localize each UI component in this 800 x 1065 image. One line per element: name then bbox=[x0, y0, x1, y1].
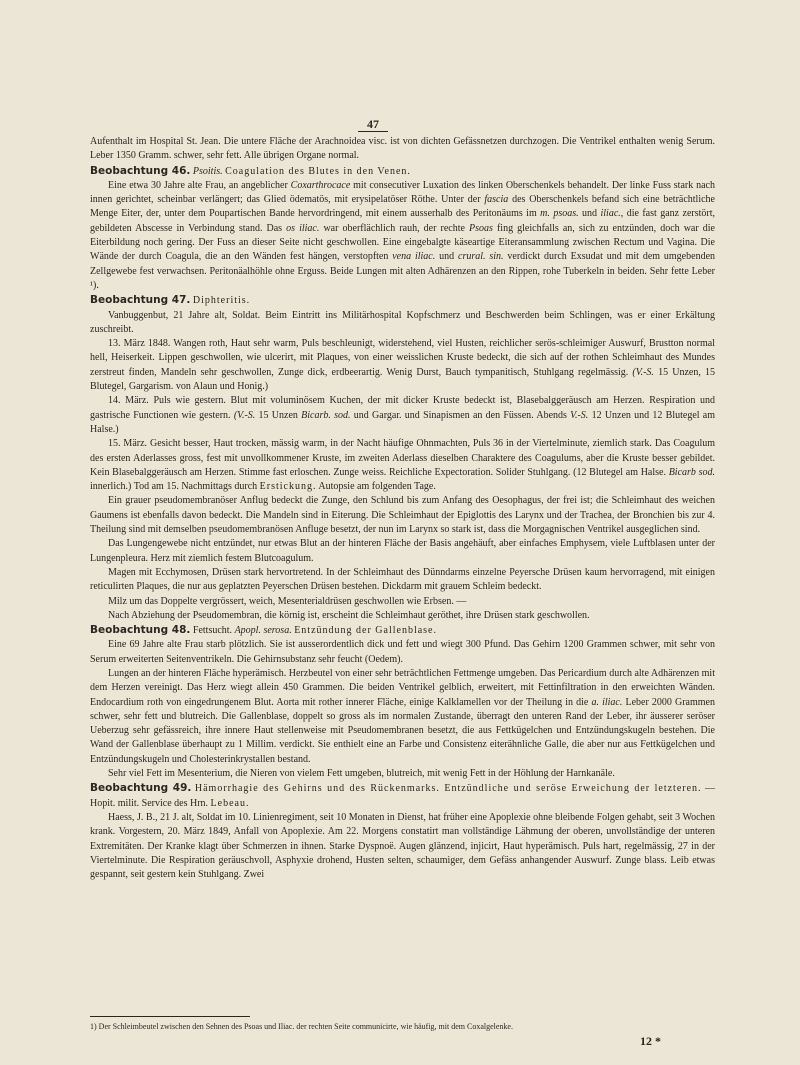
text-run: m. psoas. bbox=[540, 208, 579, 220]
text-run: Eine 69 Jahre alte Frau starb plötzlich. Sie ist ausserordentlich dick und fett und wiegt 300 Pfund. Das Gehirn 1200 Grammen schwer, mit sehr von Serum erweiterten Seitenventrikeln. Die Gehirnsubstanz sehr feucht (Oedem). bbox=[90, 639, 715, 665]
text-run: Aufenthalt im Hospital St. Jean. Die untere Fläche der Arachnoidea visc. ist von dichten Gefässnetzen durchzogen. Die Ventrikel enthalten wenig Serum. Leber 1350 Gramm. schwer, sehr fett. Alle übrigen Organe normal. bbox=[90, 136, 715, 162]
paragraph bbox=[90, 595, 715, 609]
text-run: 15 Unzen bbox=[255, 409, 302, 421]
text-run: Sehr viel Fett im Mesenterium, die Nieren von vielem Fett umgeben, blutreich, mit wenig Fett in der Höhlung der Harnkanäle. bbox=[108, 768, 615, 780]
text-run: Lebeau. bbox=[210, 797, 250, 809]
text-run: Coagulation des Blutes in den Venen. bbox=[225, 165, 411, 177]
text-run: Bicarb. sod. bbox=[301, 409, 351, 421]
text-run: 15 Unzen, 15 Blutegel, Gargarism. von Alaun und Honig.) bbox=[90, 366, 715, 393]
text-run: fing gleichfalls an, sich zu entzünden, doch war die Eiterbildung noch gering. Der Fuss an dieser Seite nicht geschwollen. Eine eingebalgte käseartige Eiteransammlung zwischen Rectum und Vagina. Die Wände der durch Coagula, die an den Wänden fest hängen, verstopften bbox=[90, 222, 715, 263]
body-text bbox=[90, 135, 715, 882]
text-run: Coxarthrocace bbox=[290, 179, 351, 191]
text-run: Leber 2000 Grammen schwer, sehr fett und blutreich. Die Gallenblase, doppelt so gross als im normalen Zustande, überragt den unteren Rand der Leber, ihr äusserer seröser Ueberzug sehr gefässreich, ihre innere Haut stellenweise mit Pseudomembranen besetzt, die aus Fettkügelchen und Entzündungskugeln bestehen. Die Wand der Gallenblase überhaupt zu 1 Millim. verdickt. Sie enthielt eine an Farbe und Consistenz eiterähnliche Galle, die aber nur aus Fettkügelchen und Entzündungskugeln und Cholesterinkrystallen bestand. bbox=[90, 696, 715, 765]
text-run: Psoitis. bbox=[192, 165, 223, 177]
text-run: und bbox=[435, 251, 458, 263]
paragraph bbox=[90, 566, 715, 595]
observation-heading: Beobachtung 47. bbox=[90, 294, 191, 307]
text-run: Autopsie am folgenden Tage. bbox=[316, 481, 436, 493]
text-run: Nach Abziehung der Pseudomembran, die körnig ist, erscheint die Schleimhaut geröthet, ihre Drüsen stark geschwollen. bbox=[108, 609, 590, 621]
text-run: und bbox=[578, 208, 601, 220]
text-run: Magen mit Ecchymosen, Drüsen stark hervortretend. In der Schleimhaut des Dünndarms einzelne Peyersche Drüsen kaum hervorragend, mit einigen reticulirten Plaques, die nur aus geplatzten Peyerschen Drüsen bestehen. Dickdarm mit grauem Schleim bedeckt. bbox=[90, 566, 715, 593]
text-run: Apopl. serosa. bbox=[234, 625, 292, 637]
text-run: Bicarb sod. bbox=[668, 466, 716, 478]
text-run: Ein grauer pseudomembranöser Anflug bedeckt die Zunge, den Schlund bis zum Anfang des Oesophagus, der frei ist; die Schleimhaut des weichen Gaumens ist ebenfalls davon bedeckt. Die Mandeln sind in Eiterung. Die Schleimhaut der Epiglottis des Larynx und der Trachea, der Bronchien bis zur 4. Theilung sind mit demselben pseudomembranösen Anfluge besetzt, der nun im Larynx so stark ist, dass die Morgagnischen Ventrikel ausgeglichen sind. bbox=[90, 495, 715, 536]
paragraph bbox=[90, 811, 715, 882]
text-run: fascia bbox=[484, 194, 509, 206]
text-run: os iliac. bbox=[286, 222, 320, 234]
text-run: 13. März 1848. Wangen roth, Haut sehr warm, Puls beschleunigt, widerstehend, viel Husten, reichlicher serös-schleimiger Auswurf, Brustton normal hell, Heiserkeit. Lippen geschwollen, wie ulcerirt, mit Plaques, von einer weisslichen Kruste bedeckt, die sich auf der rothen Schleimhaut des Mundes zerstreut finden, Mandeln sehr geschwollen, Zunge dick, erdbeerartig. Wenig Durst, Bauch tympanitisch, Stuhlgang regelmässig. bbox=[90, 338, 715, 378]
paragraph bbox=[90, 767, 715, 781]
text-run: Lungen an der hinteren Fläche hyperämisch. Herzbeutel von einer sehr beträchtlichen Fettmenge umgeben. Das Pericardium durch alte Adhärenzen mit dem Herzen vereinigt. Das Herz wiegt allein 450 Grammen. Die beiden Ventrikel gelblich, erweitert, mit Fettinfiltration in den erweichten Wänden. Endocardium roth von eingedrungenem Blut. Aorta mit rother innerer Fläche, einige Kalklamellen vor der Theilung in die bbox=[90, 667, 715, 708]
text-run: crural. sin. bbox=[458, 251, 504, 263]
paragraph bbox=[90, 623, 715, 638]
text-run: 14. März. Puls wie gestern. Blut mit voluminösem Kuchen, der mit dicker Kruste bedeckt ist, Blasebalggeräusch am Herzen. Respiration und gastrische Functionen wie gestern. bbox=[90, 395, 715, 421]
text-run: (V.-S. bbox=[233, 409, 256, 421]
text-run: vena iliac. bbox=[392, 251, 436, 263]
paragraph bbox=[90, 164, 715, 179]
text-run: verdickt durch Exsudat und mit dem umgebenden Zellgewebe fest verwachsen. Peritonäalhöhle ohne Erguss. Beide Lungen mit alten Adhärenzen an den Rippen, rohe Tuberkeln in beiden. Sehr fette Leber ¹). bbox=[90, 251, 716, 291]
paragraph bbox=[90, 537, 715, 566]
text-run: Das Lungengewebe nicht entzündet, nur etwas Blut an der hinteren Fläche der Basis angehäuft, aber einfaches Emphysem, viele Luftblasen unter der Lungenpleura. Herz mit ziemlich festem Blutcoagulum. bbox=[90, 538, 715, 564]
text-run: V.-S. bbox=[570, 409, 589, 421]
text-run: Hämorrhagie des Gehirns und des Rückenmarks. Entzündliche und seröse Erweichung der letzteren. bbox=[194, 783, 702, 795]
text-run: Fettsucht. bbox=[190, 625, 235, 637]
paragraph bbox=[90, 135, 715, 164]
footnote-rule bbox=[90, 1016, 250, 1017]
paragraph bbox=[90, 309, 715, 338]
paragraph bbox=[90, 667, 715, 767]
paragraph bbox=[90, 293, 715, 308]
paragraph bbox=[90, 494, 715, 537]
text-run: und Gargar. und Sinapismen an den Füssen. Abends bbox=[350, 409, 571, 421]
text-run: 12 Unzen und 12 Blutegel am Halse.) bbox=[90, 409, 716, 435]
text-run: iliac. bbox=[600, 208, 621, 220]
text-run: Entzündung der Gallenblase. bbox=[294, 625, 437, 637]
text-run: innerlich.) Tod am 15. Nachmittags durch bbox=[90, 481, 260, 493]
text-run: , die fast ganz zerstört, gebildeten Abscesse in Verbindung stand. Das bbox=[90, 208, 716, 234]
text-run: (V.-S. bbox=[632, 366, 654, 378]
paragraph bbox=[90, 638, 715, 667]
text-run: Psoas bbox=[468, 222, 493, 234]
text-run: Eine etwa 30 Jahre alte Frau, an angeblicher bbox=[108, 179, 291, 191]
text-run: Haess, J. B., 21 J. alt, Soldat im 10. Linienregiment, seit 10 Monaten in Dienst, hat früher eine Apoplexie ohne bleibende Folgen gehabt, seit 3 Wochen krank. Vorgestern, 20. März 1849, Anfall von Apoplexie. Am 22. Morgens constatirt man vollständige Lähmung der oberen, unvollständige der unteren Extremitäten. Der Kranke klagt über Schmerzen in ihnen. Starke Dyspnoë. Augen glänzend, injicirt, Haut hyperämisch. Puls hart, regelmässig, 27 in der Viertelminute. Die Respiration geräuschvoll, Asphyxie drohend, Husten selten, schaumiger, dem Gefäss anhangender Auswurf. Zunge blass. Leib etwas gespannt, seit gestern kein Stuhlgang. Zwei bbox=[90, 811, 715, 881]
text-run: Diphteritis. bbox=[192, 295, 251, 307]
signature-mark: 12 * bbox=[640, 1034, 661, 1048]
text-run: des Oberschenkels befand sich eine beträchtliche Menge Eiter, der, unter dem Poupartischen Bande hervordringend, mit einem ausserhalb des Peritonäums im bbox=[90, 194, 715, 220]
text-run: Erstickung. bbox=[259, 481, 317, 493]
text-run: — Hopit. milit. Service des Hrn. bbox=[90, 783, 716, 809]
paragraph bbox=[90, 609, 715, 623]
text-run: mit consecutiver Luxation des linken Oberschenkels behandelt. Der linke Fuss stark nach innen gerichtet, scheinbar verlängert; das Glied ödematös, mit erysipelatöser Röthe. Unter der bbox=[90, 179, 715, 206]
page-number: 47 bbox=[358, 118, 388, 132]
paragraph bbox=[90, 179, 715, 293]
observation-heading: Beobachtung 48. bbox=[90, 624, 191, 637]
text-run: 15. März. Gesicht besser, Haut trocken, mässig warm, in der Nacht häufige Ohnmachten, Puls 36 in der Viertelminute, ziemlich stark. Das Coagulum des ersten Aderlasses gross, fest mit unvollkommener Kruste, im zweiten Aderlass dieselben Charaktere des Coagulums, aber die Kruste besser gebildet. Kein Blasebalggeräusch am Herzen. Stimme fast erloschen. Zunge weiss. Reichliche Expectoration. Solider Stuhlgang. (12 Blutegel am Halse. bbox=[90, 438, 715, 478]
paragraph bbox=[90, 394, 715, 437]
text-run: Vanbuggenbut, 21 Jahre alt, Soldat. Beim Eintritt ins Militärhospital Kopfschmerz und Beschwerden beim Schlingen, was er einer Erkältung zuschreibt. bbox=[90, 309, 715, 335]
footnote: 1) Der Schleimbeutel zwischen den Sehnen des Psoas und Iliac. der rechten Seite communicirte, wie häufig, mit dem Coxalgelenke. bbox=[90, 1022, 513, 1031]
paragraph bbox=[90, 337, 715, 394]
text-run: Milz um das Doppelte vergrössert, weich, Mesenterialdrüsen geschwollen wie Erbsen. — bbox=[108, 595, 467, 607]
text-run: war oberflächlich rauh, der rechte bbox=[319, 222, 469, 234]
text-run: a. iliac. bbox=[591, 696, 623, 708]
observation-heading: Beobachtung 49. bbox=[90, 782, 192, 795]
observation-heading: Beobachtung 46. bbox=[90, 164, 191, 177]
paragraph bbox=[90, 781, 715, 811]
paragraph bbox=[90, 437, 715, 494]
